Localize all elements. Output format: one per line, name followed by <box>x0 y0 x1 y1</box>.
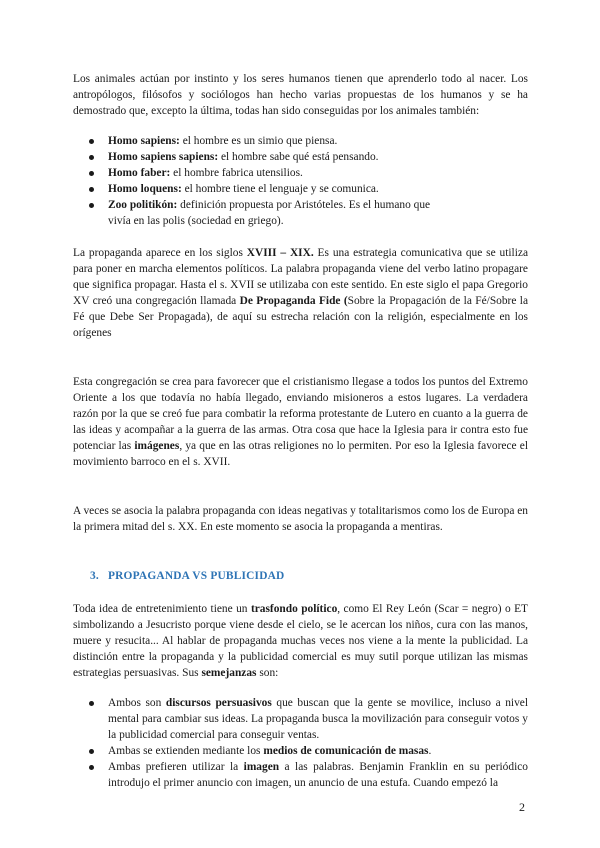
list-item <box>73 133 528 149</box>
definition: el hombre es un simio que piensa. <box>179 135 338 147</box>
term: Homo sapiens: <box>108 135 180 147</box>
text-run: Es una estrategia comunicativa que se utiliza para poner en marcha elementos políticos. La palabra propaganda viene del verbo latino propagare que significa propagar. Hasta el s. XVII se utilizaba con este sentido. En este siglo el papa Gregorio XV creó una congregación llamada <box>73 247 529 307</box>
text-run: Ambas prefieren utilizar la <box>108 761 244 773</box>
list-item <box>73 759 528 791</box>
list-item <box>73 181 528 197</box>
definition-continued: vivía en las polis (sociedad en griego). <box>108 215 284 227</box>
text-run: Sobre la Propagación de la Fé/Sobre la Fé que Debe Ser Propagada), de aquí su estrecha relación con la religión, especialmente en los orígenes <box>73 295 529 339</box>
list-item <box>73 149 528 165</box>
section-heading <box>90 568 528 584</box>
entertainment-paragraph <box>73 601 528 681</box>
similarities-list <box>73 695 528 791</box>
page-number: 2 <box>519 800 525 814</box>
propaganda-origin-paragraph <box>73 245 528 341</box>
text-run: Ambas se extienden mediante los <box>108 745 264 757</box>
text-run: , como El Rey León (Scar = negro) o ET simbolizando a Jesucristo porque viene desde el cielo, se le acercan los niños, cura con las manos, muere y resucita... Al hablar de propaganda muchas veces nos viene a la mente la publicidad. La distinción entre la propaganda y la publicidad comercial es muy sutil porque utilizan las mismas estrategias persuasivas. Sus <box>73 603 528 679</box>
bold-run: trasfondo político <box>250 603 338 615</box>
section-title: PROPAGANDA VS PUBLICIDAD <box>107 570 285 582</box>
bold-run: XVIII – XIX. <box>246 247 314 259</box>
text-run: La propaganda aparece en los siglos <box>73 247 247 259</box>
bullet-icon <box>89 203 94 208</box>
definition: el hombre fabrica utensilios. <box>170 167 303 179</box>
bullet-icon <box>89 171 94 176</box>
bold-run: discursos persuasivos <box>165 697 272 709</box>
text-run: Esta congregación se crea para favorecer que el cristianismo llegase a todos los puntos del Extremo Oriente a los que todavía no había llegado, enviando misioneros a estos lugares. La verdadera razón por la que se creó fue para combatir la reforma protestante de Lutero en cuanto a la guerra de las ideas y acompañar a la guerra de las armas. Otra cosa que hace la Iglesia para ir contra esto fue potenciar las <box>73 376 528 452</box>
negative-association-paragraph: A veces se asocia la palabra propaganda con ideas negativas y totalitarismos como los de Europa en la primera mitad del s. XX. En este momento se asocia la propaganda a mentiras. <box>73 505 528 533</box>
bold-run: semejanzas <box>201 667 257 679</box>
list-item <box>73 165 528 181</box>
page-content <box>73 71 528 791</box>
text-run: a las palabras. Benjamin Franklin en su periódico introdujo el primer anuncio con imagen, un anuncio de una estufa. Cuando empezó la <box>108 761 528 789</box>
term: Zoo politikón: <box>108 199 178 211</box>
bold-run: medios de comunicación de masas <box>263 745 429 757</box>
term: Homo sapiens sapiens: <box>108 151 219 163</box>
definition: definición propuesta por Aristóteles. Es el humano que <box>177 199 431 211</box>
term: Homo faber: <box>108 167 171 179</box>
list-item <box>73 695 528 743</box>
bullet-icon <box>89 749 94 754</box>
bold-run: De Propaganda Fide ( <box>239 295 348 307</box>
bullet-icon <box>89 139 94 144</box>
term: Homo loquens: <box>108 183 182 195</box>
intro-paragraph: Los animales actúan por instinto y los seres humanos tienen que aprenderlo todo al nacer. Los antropólogos, filósofos y sociólogos han hecho varias propuestas de los humanos y se ha demostrado que, excepto la última, todas han sido conseguidas por los animales también: <box>73 73 528 117</box>
congregation-paragraph <box>73 374 528 470</box>
text-run: que buscan que la gente se movilice, incluso a nivel mental para cambiar sus ideas. La propaganda busca la movilización para conseguir votos y la publicidad comercial para conseguir ventas. <box>108 697 528 741</box>
definition: el hombre sabe qué está pensando. <box>218 151 379 163</box>
bullet-icon <box>89 701 94 706</box>
bullet-icon <box>89 155 94 160</box>
section-number: 3. <box>90 570 99 582</box>
bold-run: imágenes <box>134 440 180 452</box>
text-run: . <box>428 745 432 757</box>
text-run: Ambos son <box>108 697 166 709</box>
text-run: Toda idea de entretenimiento tiene un <box>73 603 251 615</box>
text-run: son: <box>256 667 279 679</box>
bullet-icon <box>89 187 94 192</box>
list-item <box>73 743 528 759</box>
bullet-icon <box>89 765 94 770</box>
bold-run: imagen <box>243 761 280 773</box>
text-run: , ya que en las otras religiones no lo permiten. Por eso la Iglesia favorece el movimiento barroco en el s. XVII. <box>73 440 528 468</box>
list-item <box>73 197 528 229</box>
species-list <box>73 133 528 229</box>
definition: el hombre tiene el lenguaje y se comunica. <box>181 183 379 195</box>
